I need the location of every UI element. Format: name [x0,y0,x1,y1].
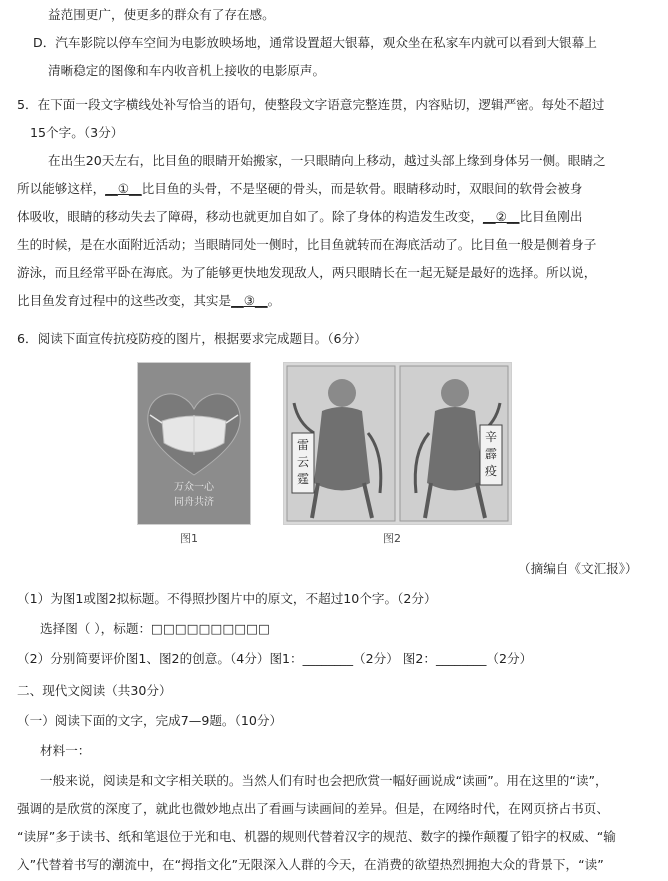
paragraph-line: 强调的是欣赏的深度了，就此也微妙地点出了看画与读画间的差异。但是，在网络时代，在网页挤占书页、 [17,801,609,816]
paragraph-line: 入”代替着书写的潮流中，在“拇指文化”无限深入人群的今天，在消费的欲望热烈拥抱大众的背景下，“读” [17,857,604,872]
paragraph-line [17,180,582,198]
figure-2-plaque-right: 辛霹疫 [484,430,497,478]
figure-1-caption: 图1 [180,532,198,545]
paragraph-line [17,292,280,310]
text-line: 益范围更广，使更多的群众有了存在感。 [48,7,275,22]
paragraph-line: “读屏”多于读书、纸和笔退位于光和电、机器的规则代替着汉字的规范、数字的操作颠覆了铅字的权威、“输 [17,829,616,844]
figure-1-text-1: 万众一心 [174,482,214,493]
text-line: 清晰稳定的图像和车内收音机上接收的电影原声。 [48,63,326,78]
figure-2-caption: 图2 [383,532,401,545]
line-text: 比目鱼刚出 [519,209,583,224]
line-text: 所以能够这样， [17,181,106,196]
material-1-label: 材料一： [40,743,91,758]
reading-instruction: （一）阅读下面的文字，完成7—9题。（10分） [17,713,283,728]
figure-2-image [283,362,512,525]
figure-1-image [137,362,251,525]
figure-2-plaque-left: 雷云霆 [296,438,309,486]
paragraph-line: 游泳，而且经常平卧在海底。为了能够更快地发现敌人，两只眼睛长在一起无疑是最好的选择。所以说， [17,265,597,280]
answer-line-1: 选择图（ ），标题：□□□□□□□□□□ [40,621,271,636]
line-text: 比目鱼发育过程中的这些改变，其实是 [17,293,232,308]
blank-3: __③__ [231,293,268,308]
subquestion-1: （1）为图1或图2拟标题。不得照抄图片中的原文，不超过10个字。（2分） [17,591,437,606]
line-text: 比目鱼的头骨，不是坚硬的骨头，而是软骨。眼睛移动时，双眼间的软骨会被身 [141,181,583,196]
question-6-stem: 6．阅读下面宣传抗疫防疫的图片，根据要求完成题目。（6分） [17,331,367,346]
line-text: 体吸收，眼睛的移动失去了障碍，移动也就更加自如了。除了身体的构造发生改变， [17,209,483,224]
paragraph-line [17,208,582,226]
source-note: （摘编自《文汇报》） [518,561,638,576]
blank-2: __②__ [482,209,520,224]
paragraph-line: 生的时候，是在水面附近活动；当眼睛同处一侧时，比目鱼就转而在海底活动了。比目鱼一般是侧着身子 [17,237,597,252]
question-5-stem: 5．在下面一段文字横线处补写恰当的语句，使整段文字语意完整连贯，内容贴切，逻辑严密。每处不超过 [17,97,605,112]
option-d-line: D．汽车影院以停车空间为电影放映场地，通常设置超大银幕，观众坐在私家车内就可以看到大银幕上 [33,35,597,50]
figure-1-text-2: 同舟共济 [174,497,214,508]
section-heading: 二、现代文阅读（共30分） [17,683,172,698]
question-5-points: 15个字。（3分） [30,125,124,140]
line-text: 。 [267,293,281,308]
blank-1: __①__ [105,181,142,196]
paragraph-line: 在出生20天左右，比目鱼的眼睛开始搬家，一只眼睛向上移动，越过头部上缘到身体另一侧。眼睛之 [48,153,606,168]
door-gods-illustration [284,363,511,524]
subquestion-2: （2）分别简要评价图1、图2的创意。（4分）图1：________（2分） 图2：________（2分） [17,651,533,666]
paragraph-line: 一般来说，阅读是和文字相关联的。当然人们有时也会把欣赏一幅好画说成“读画”。用在这里的“读”， [40,773,608,788]
